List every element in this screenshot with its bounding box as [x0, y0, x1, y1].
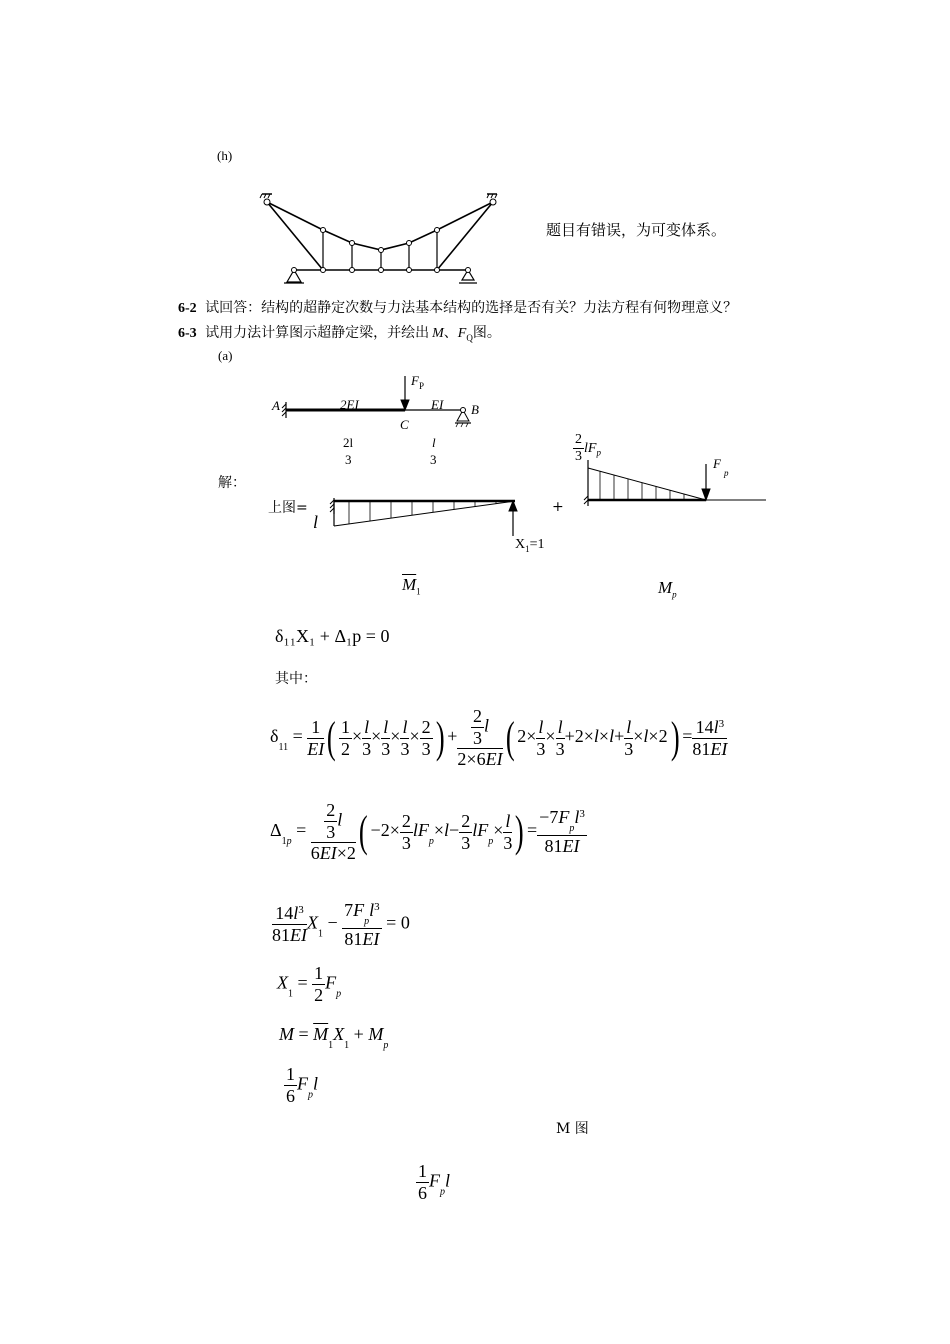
delta1p-equation: $\Delta_{1p}$ = $\frac{2}{3}$ l 6EI×2 ( −2× $\frac{2}{3}$ $lF_p\times l-$ $\frac{2}{3}$ $lF_p\times$ $\frac{l}{3}$ ) = $\frac{-7F_pl^3}{81EI}$ — [270, 800, 585, 864]
m-diagram-label: M 图 — [556, 1121, 589, 1137]
unit-load-symbol: X — [515, 537, 526, 552]
m1-end-value: l — [313, 512, 319, 532]
fraction-numerator: 2 — [573, 432, 584, 449]
stiffness-right-label: EI — [431, 397, 444, 412]
plus-sign: + — [552, 499, 564, 515]
mp-end-subscript: p — [596, 447, 601, 458]
unit-load-value: =1 — [529, 537, 545, 552]
x1-equation: $\frac{14l^3}{81EI}$ $X_1$ − $\frac{7F_pl^3}{81EI}$ = 0 — [272, 900, 410, 949]
unit-load-subscript: 1 — [525, 543, 530, 554]
point-c-label: C — [400, 417, 409, 432]
x1-solution: $X_1$ = $\frac{1}{2}$ $F_p$ — [277, 963, 342, 1005]
mp-end-value — [573, 432, 601, 465]
length-left-numerator: 2l — [343, 435, 354, 450]
point-b-label: B — [471, 402, 479, 417]
question-text: 试用力法计算图示超静定梁，并绘出 — [205, 325, 430, 341]
figure-label-h: (h) — [217, 148, 233, 163]
m1-name-subscript: 1 — [416, 586, 421, 597]
among-label: 其中： — [275, 671, 317, 687]
stiffness-left-label: 2EI — [340, 397, 359, 412]
force-subscript: P — [419, 381, 425, 391]
mp-diagram-name — [658, 578, 677, 599]
fraction-denominator: 3 — [575, 449, 582, 465]
moment-value-2: $\frac{1}{6}$ $F_pl$ — [418, 1161, 451, 1203]
solution-label: 解： — [218, 475, 246, 491]
question-number: 6-2 — [178, 301, 197, 316]
equals-label: 上图= — [268, 500, 308, 516]
mp-end-fraction — [573, 432, 584, 465]
truss-diagram — [258, 186, 503, 291]
separator: 、 — [443, 325, 458, 341]
m1-name-symbol: $\overline{M}$ — [402, 575, 417, 594]
m1-diagram-name — [402, 575, 421, 596]
question-6-2 — [178, 297, 737, 317]
mp-end-tail: lF — [584, 440, 597, 456]
question-tail: 图。 — [472, 325, 501, 341]
question-6-3 — [178, 322, 501, 343]
point-a-label: A — [272, 398, 280, 413]
length-right-denominator: 3 — [430, 452, 437, 467]
unit-load-label — [515, 537, 545, 554]
beam-diagram — [268, 370, 498, 470]
mp-name-subscript: p — [672, 589, 677, 600]
length-right-numerator: l — [432, 435, 436, 450]
shear-symbol: F — [457, 326, 467, 341]
figure-label-a: (a) — [218, 348, 233, 363]
moment-superposition: $M = \overline{M}_1X_1 + M_p$ — [279, 1024, 389, 1051]
force-label: F — [411, 373, 419, 388]
length-left-denominator: 3 — [345, 452, 352, 467]
question-number: 6-3 — [178, 326, 197, 341]
mp-name-symbol: M — [658, 578, 673, 597]
mp-load-subscript: p — [724, 468, 729, 478]
question-text: 试回答：结构的超静定次数与力法基本结构的选择是否有关？力法方程有何物理意义？ — [205, 300, 738, 316]
moment-value-1: $\frac{1}{6}$ $F_pl$ — [286, 1064, 319, 1106]
canonical-equation: δ₁₁X₁ + Δ₁p = 0 — [275, 626, 390, 646]
delta11-equation: $\delta_{11}$ = $\frac{1}{EI}$ ( $\frac{1}{2}$ × $\frac{l}{3}$ × $\frac{l}{3}$ × $\frac{l}{3}$ × $\frac{2}{3}$ ) + $\frac{2}{3}$ l 2×6EI ( 2× $\frac{l}{3}$ × $\frac{l}{3}$ +2×l×l+ $\frac{l}{3}$ ×l×2) = $\frac{14l^3}{81EI}$ — [270, 706, 728, 770]
note-h: 题目有错误，为可变体系。 — [546, 221, 727, 239]
moment-symbol: M — [432, 326, 444, 341]
shear-subscript: Q — [466, 332, 473, 343]
mp-load-symbol: F — [713, 456, 721, 471]
